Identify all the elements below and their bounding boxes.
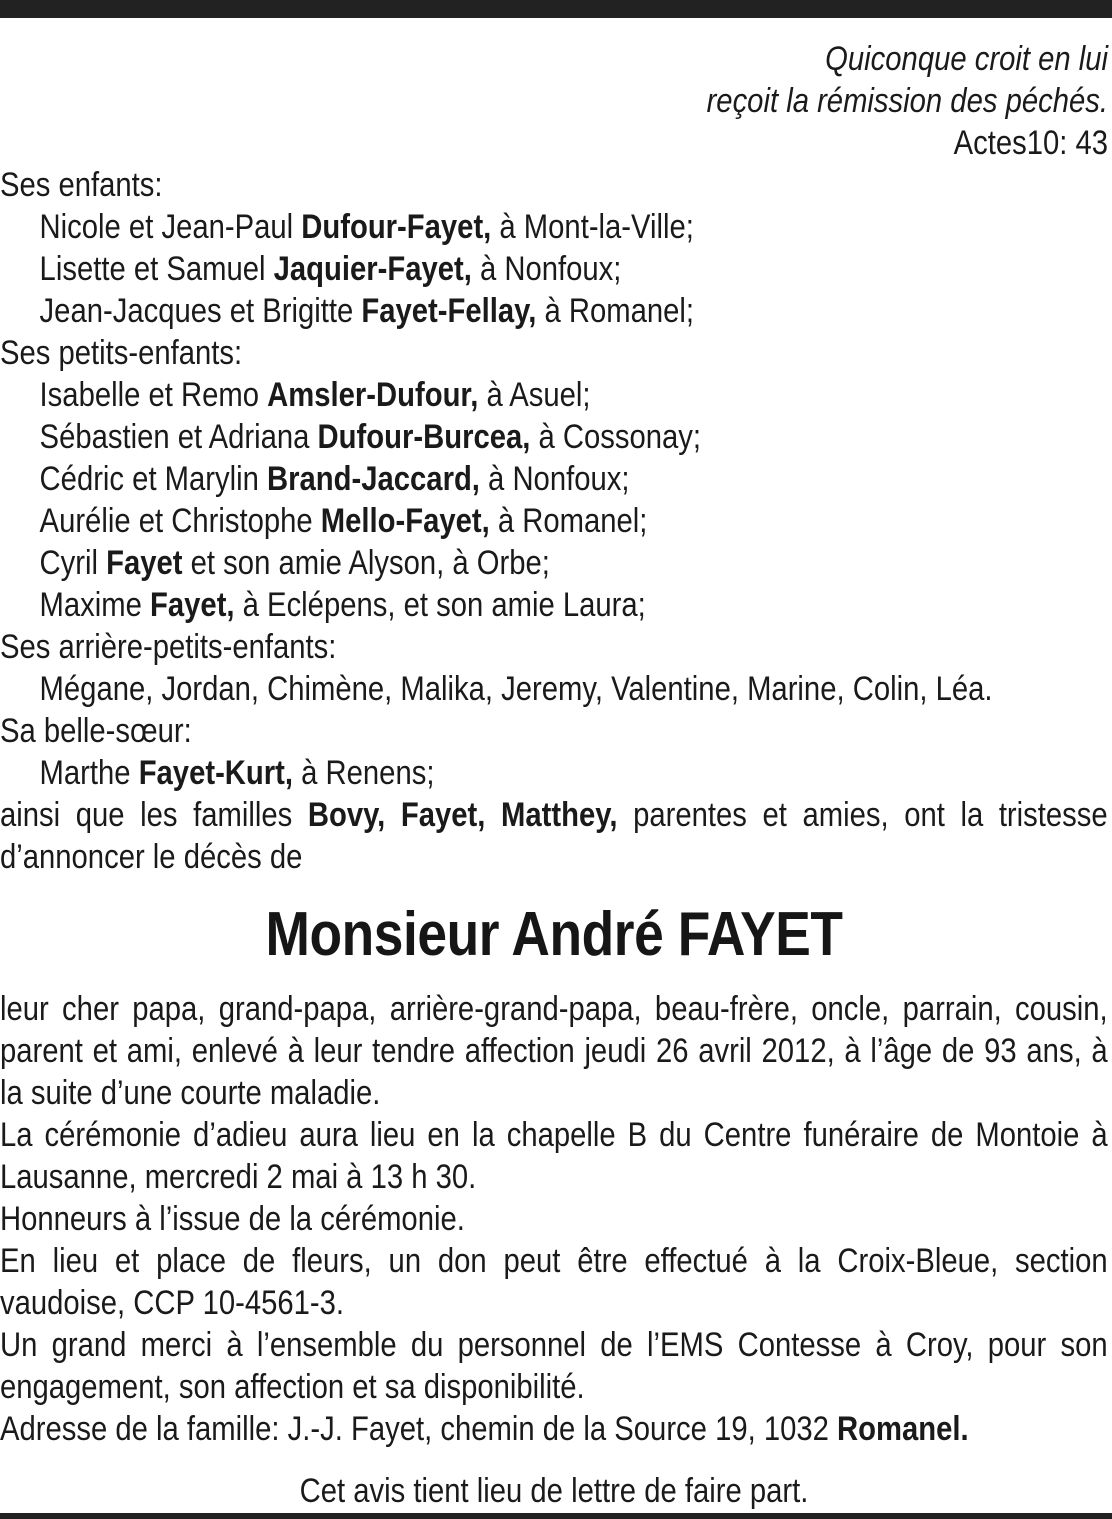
family-name: Fayet, — [150, 586, 235, 624]
child-entry: Jean-Jacques et Brigitte Fayet-Fellay, à Romanel; — [39, 292, 695, 330]
great-grandchildren-names: Mégane, Jordan, Chimène, Malika, Jeremy, Valentine, Marine, Colin, Léa. — [39, 670, 993, 708]
obituary-notice — [0, 38, 1108, 1512]
grandchildren-heading: Ses petits-enfants: — [0, 334, 243, 372]
epigraph-line-1: Quiconque croit en lui — [825, 40, 1108, 78]
family-name: Fayet-Kurt, — [138, 754, 294, 792]
sister-in-law-entry: Marthe Fayet-Kurt, à Renens; — [39, 754, 435, 792]
honours-paragraph: Honneurs à l’issue de la cérémonie. — [0, 1200, 465, 1238]
child-entry: Nicole et Jean-Paul Dufour-Fayet, à Mont-la-Ville; — [39, 208, 694, 246]
address-city: Romanel. — [837, 1410, 969, 1448]
child-entry: Lisette et Samuel Jaquier-Fayet, à Nonfoux; — [39, 250, 622, 288]
family-address: Adresse de la famille: J.-J. Fayet, chemin de la Source 19, 1032 Romanel. — [0, 1410, 969, 1448]
bottom-rule — [0, 1513, 1112, 1519]
family-name: Dufour-Burcea, — [317, 418, 531, 456]
family-names: Bovy, Fayet, Matthey, — [307, 796, 618, 834]
grandchild-entry: Aurélie et Christophe Mello-Fayet, à Romanel; — [39, 502, 648, 540]
epigraph-reference: Actes10: 43 — [953, 124, 1108, 162]
epigraph-line-2: reçoit la rémission des péchés. — [706, 82, 1108, 120]
donation-paragraph: En lieu et place de fleurs, un don peut être effectué à la Croix-Bleue, section vaudoise, CCP 10-4561-3. — [0, 1242, 1108, 1322]
great-grandchildren-heading: Ses arrière-petits-enfants: — [0, 628, 337, 666]
family-name: Dufour-Fayet, — [301, 208, 492, 246]
grandchild-entry: Cyril Fayet et son amie Alyson, à Orbe; — [39, 544, 550, 582]
family-name: Jaquier-Fayet, — [273, 250, 472, 288]
top-rule — [0, 0, 1112, 18]
grandchild-entry: Sébastien et Adriana Dufour-Burcea, à Cossonay; — [39, 418, 702, 456]
grandchild-entry: Isabelle et Remo Amsler-Dufour, à Asuel; — [39, 376, 591, 414]
family-name: Fayet — [106, 544, 183, 582]
thanks-paragraph: Un grand merci à l’ensemble du personnel de l’EMS Contesse à Croy, pour son engagement, son affection et sa disponibilité. — [0, 1326, 1108, 1406]
grandchild-entry: Cédric et Marylin Brand-Jaccard, à Nonfoux; — [39, 460, 630, 498]
family-name: Brand-Jaccard, — [267, 460, 480, 498]
closing-note: Cet avis tient lieu de lettre de faire part. — [299, 1472, 809, 1510]
family-name: Amsler-Dufour, — [267, 376, 479, 414]
family-name: Fayet-Fellay, — [361, 292, 537, 330]
family-name: Mello-Fayet, — [320, 502, 490, 540]
families-paragraph: ainsi que les familles Bovy, Fayet, Matthey, parentes et amies, ont la tristesse d’annoncer le décès de — [0, 796, 1108, 876]
tribute-paragraph: leur cher papa, grand-papa, arrière-grand-papa, beau-frère, oncle, parrain, cousin, parent et ami, enlevé à leur tendre affection jeudi 26 avril 2012, à l’âge de 93 ans, à la suite d’une courte maladie. — [0, 990, 1108, 1112]
deceased-name: Monsieur André FAYET — [265, 900, 843, 969]
grandchild-entry: Maxime Fayet, à Eclépens, et son amie Laura; — [39, 586, 646, 624]
sister-in-law-heading: Sa belle-sœur: — [0, 712, 192, 750]
children-heading: Ses enfants: — [0, 166, 163, 204]
ceremony-paragraph: La cérémonie d’adieu aura lieu en la chapelle B du Centre funéraire de Montoie à Lausanne, mercredi 2 mai à 13 h 30. — [0, 1116, 1108, 1196]
